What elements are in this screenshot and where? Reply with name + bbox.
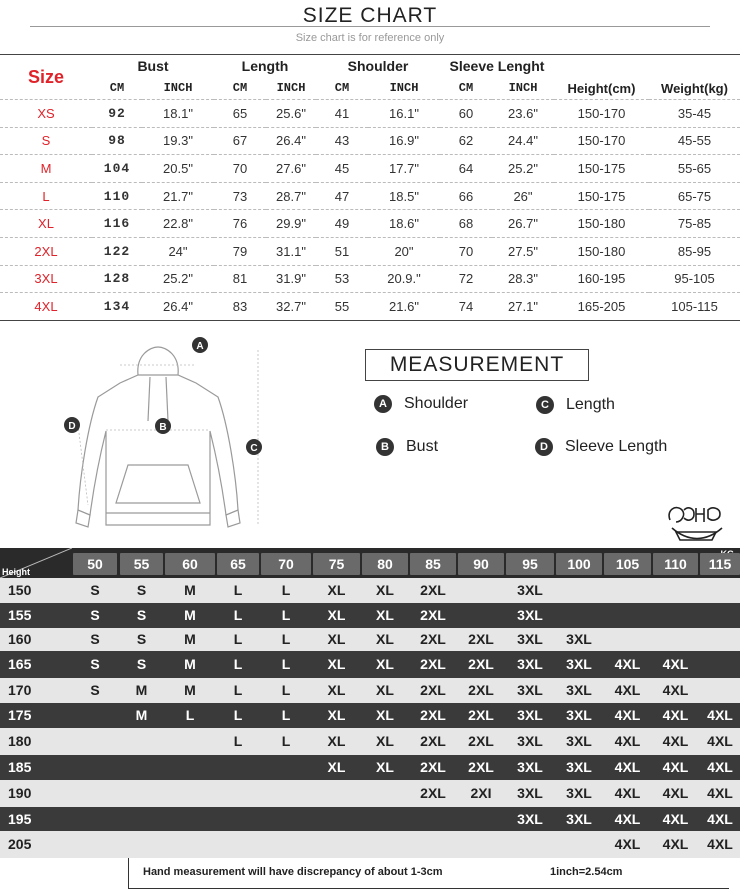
size-recommendation-cell: L: [281, 656, 291, 672]
size-recommendation-cell: 3XL: [566, 759, 592, 775]
size-recommendation-cell: L: [233, 707, 243, 723]
size-recommendation-cell: L: [233, 733, 243, 749]
size-recommendation-cell: 4XL: [614, 785, 641, 801]
size-value-cell: 45: [316, 155, 368, 183]
size-row: [0, 293, 740, 321]
size-recommendation-cell: XL: [327, 582, 346, 598]
size-value-cell: 65: [214, 100, 266, 128]
size-value-cell: 73: [214, 182, 266, 210]
size-value-cell: 29.9": [266, 210, 316, 238]
legend-sleeve-length: [535, 438, 667, 456]
size-value-cell: 25.2": [142, 265, 214, 293]
marker-c-icon: C: [536, 396, 554, 414]
size-value-cell: 21.6": [368, 293, 440, 321]
size-recommendation-cell: 2XL: [420, 785, 446, 801]
size-recommendation-cell: 2XL: [420, 707, 446, 723]
size-recommendation-cell: M: [184, 631, 196, 647]
size-cell: M: [0, 155, 92, 183]
weight-header-cell: 50: [73, 553, 117, 575]
size-recommendation-cell: XL: [327, 607, 346, 623]
size-recommendation-cell: L: [185, 707, 195, 723]
size-recommendation-cell: 4XL: [614, 707, 641, 723]
size-value-cell: 25.6": [266, 100, 316, 128]
weight-header-cell: 80: [362, 553, 408, 575]
size-recommendation-cell: XL: [327, 656, 346, 672]
size-recommendation-cell: 3XL: [517, 811, 543, 827]
size-recommendation-cell: XL: [376, 631, 394, 647]
size-recommendation-cell: XL: [327, 631, 346, 647]
title-divider: [30, 26, 710, 27]
size-value-cell: 35-45: [649, 100, 740, 128]
size-value-cell: 165-205: [554, 293, 649, 321]
size-recommendation-cell: S: [136, 607, 147, 623]
size-recommendation-cell: 3XL: [517, 733, 543, 749]
size-recommendation-cell: 4XL: [614, 836, 641, 852]
size-value-cell: 150-180: [554, 237, 649, 265]
size-value-cell: 26.7": [492, 210, 554, 238]
grid-header-row: [0, 548, 740, 578]
size-recommendation-cell: 3XL: [517, 759, 543, 775]
size-recommendation-cell: 2XL: [468, 707, 494, 723]
size-value-cell: 49: [316, 210, 368, 238]
size-value-cell: 17.7": [368, 155, 440, 183]
size-value-cell: 76: [214, 210, 266, 238]
svg-text:B: B: [159, 422, 167, 433]
size-recommendation-cell: 3XL: [517, 785, 543, 801]
size-value-cell: 26.4": [142, 293, 214, 321]
size-value-cell: 16.9": [368, 127, 440, 155]
height-cell: 190: [8, 785, 32, 801]
grid-row: [0, 603, 740, 628]
size-recommendation-cell: M: [135, 682, 148, 698]
size-value-cell: 31.1": [266, 237, 316, 265]
size-recommendation-cell: 4XL: [707, 836, 733, 852]
size-recommendation-cell: XL: [376, 607, 394, 623]
size-recommendation-cell: 2XL: [420, 631, 446, 647]
grid-row: [0, 628, 740, 651]
size-value-cell: 19.3": [142, 127, 214, 155]
size-recommendation-cell: 2XL: [420, 582, 446, 598]
size-value-cell: 70: [214, 155, 266, 183]
size-recommendation-cell: 2XL: [468, 656, 494, 672]
size-recommendation-cell: XL: [327, 682, 346, 698]
size-recommendation-cell: 4XL: [662, 785, 689, 801]
size-recommendation-cell: 2XL: [420, 733, 446, 749]
grid-row: [0, 755, 740, 780]
marker-d-icon: [64, 417, 80, 433]
size-recommendation-cell: 2XL: [420, 656, 446, 672]
height-cell: 195: [8, 811, 32, 827]
size-value-cell: 28.7": [266, 182, 316, 210]
height-header: Height(cm): [567, 80, 636, 96]
size-value-cell: 66: [440, 182, 492, 210]
size-value-cell: 24": [142, 237, 214, 265]
grid-row: [0, 651, 740, 678]
weight-header-cell: 90: [458, 553, 504, 575]
legend-label: Sleeve Length: [565, 438, 668, 455]
size-recommendation-cell: 4XL: [707, 707, 733, 723]
unit-conversion: 1inch=2.54cm: [550, 866, 623, 878]
size-recommendation-cell: L: [281, 733, 291, 749]
size-recommendation-cell: M: [184, 582, 196, 598]
unit-header: CM: [458, 81, 474, 95]
size-row: [0, 127, 740, 155]
size-recommendation-cell: 4XL: [662, 656, 689, 672]
size-recommendation-cell: 4XL: [707, 785, 733, 801]
size-recommendation-cell: M: [135, 707, 148, 723]
grid-row: [0, 780, 740, 807]
size-table: [0, 54, 740, 321]
height-cell: 175: [8, 707, 32, 723]
size-recommendation-cell: 4XL: [707, 811, 733, 827]
size-recommendation-cell: L: [281, 607, 291, 623]
size-cell: 4XL: [0, 293, 92, 321]
size-recommendation-cell: 4XL: [662, 682, 689, 698]
unit-header: INCH: [508, 81, 538, 95]
size-row: [0, 182, 740, 210]
size-value-cell: 104: [92, 155, 142, 183]
size-recommendation-cell: 2XL: [468, 759, 494, 775]
size-value-cell: 18.6": [368, 210, 440, 238]
measurement-disclaimer: Hand measurement will have discrepancy of about 1-3cm: [143, 866, 443, 878]
size-recommendation-cell: L: [281, 707, 291, 723]
marker-b-icon: [155, 418, 171, 434]
size-value-cell: 26": [492, 182, 554, 210]
size-recommendation-cell: 4XL: [614, 733, 641, 749]
size-value-cell: 24.4": [492, 127, 554, 155]
brand-logo-icon: [660, 498, 730, 548]
page-subtitle: Size chart is for reference only: [295, 32, 445, 44]
size-value-cell: 68: [440, 210, 492, 238]
size-cell: XS: [0, 100, 92, 128]
size-recommendation-cell: L: [233, 582, 243, 598]
size-value-cell: 64: [440, 155, 492, 183]
size-value-cell: 21.7": [142, 182, 214, 210]
size-value-cell: 128: [92, 265, 142, 293]
size-row: [0, 100, 740, 128]
size-value-cell: 92: [92, 100, 142, 128]
height-cell: 170: [8, 682, 32, 698]
size-value-cell: 85-95: [649, 237, 740, 265]
unit-header: INCH: [163, 81, 193, 95]
size-value-cell: 105-115: [649, 293, 740, 321]
weight-header-cell: 110: [653, 553, 698, 575]
unit-header: INCH: [276, 81, 306, 95]
size-value-cell: 47: [316, 182, 368, 210]
size-value-cell: 116: [92, 210, 142, 238]
size-recommendation-cell: 4XL: [662, 811, 689, 827]
size-value-cell: 18.1": [142, 100, 214, 128]
size-recommendation-cell: 4XL: [614, 656, 641, 672]
size-value-cell: 41: [316, 100, 368, 128]
size-recommendation-cell: 3XL: [517, 607, 543, 623]
svg-text:A: A: [196, 341, 204, 352]
size-recommendation-cell: 3XL: [566, 785, 592, 801]
size-recommendation-cell: 3XL: [566, 733, 592, 749]
size-recommendation-cell: 2XL: [468, 682, 494, 698]
size-value-cell: 27.5": [492, 237, 554, 265]
weight-header-cell: 115: [700, 553, 740, 575]
size-recommendation-cell: XL: [327, 759, 346, 775]
size-value-cell: 62: [440, 127, 492, 155]
size-value-cell: 98: [92, 127, 142, 155]
size-value-cell: 16.1": [368, 100, 440, 128]
size-recommendation-cell: L: [233, 656, 243, 672]
unit-header: CM: [109, 81, 125, 95]
size-row: [0, 210, 740, 238]
size-value-cell: 43: [316, 127, 368, 155]
legend-label: Length: [566, 396, 615, 413]
height-cell: 160: [8, 631, 32, 647]
size-recommendation-cell: XL: [376, 582, 394, 598]
weight-header-cell: 65: [217, 553, 259, 575]
size-recommendation-cell: 3XL: [517, 656, 543, 672]
size-value-cell: 60: [440, 100, 492, 128]
height-cell: 150: [8, 582, 32, 598]
size-recommendation-cell: 2XL: [468, 631, 494, 647]
size-recommendation-cell: 2XL: [468, 733, 494, 749]
size-value-cell: 72: [440, 265, 492, 293]
footer-note-box: [128, 858, 729, 889]
size-row: [0, 265, 740, 293]
size-recommendation-cell: 4XL: [662, 759, 689, 775]
size-recommendation-cell: L: [281, 582, 291, 598]
size-recommendation-cell: 4XL: [662, 733, 689, 749]
size-row: [0, 155, 740, 183]
marker-d-icon: D: [535, 438, 553, 456]
size-value-cell: 27.6": [266, 155, 316, 183]
weight-header-cell: 100: [556, 553, 602, 575]
size-recommendation-cell: 2XL: [420, 759, 446, 775]
size-recommendation-cell: S: [136, 582, 147, 598]
size-recommendation-cell: S: [90, 607, 100, 623]
group-header: Bust: [92, 55, 214, 78]
size-value-cell: 31.9": [266, 265, 316, 293]
legend-length: [536, 396, 615, 414]
size-value-cell: 26.4": [266, 127, 316, 155]
size-value-cell: 95-105: [649, 265, 740, 293]
size-value-cell: 150-170: [554, 100, 649, 128]
size-recommendation-cell: XL: [376, 682, 394, 698]
size-value-cell: 83: [214, 293, 266, 321]
size-recommendation-cell: S: [90, 582, 100, 598]
size-value-cell: 110: [92, 182, 142, 210]
legend-label: Shoulder: [404, 395, 469, 412]
size-recommendation-cell: XL: [327, 733, 346, 749]
unit-header: INCH: [389, 81, 419, 95]
svg-text:D: D: [68, 421, 76, 432]
weight-header-cell: 85: [410, 553, 456, 575]
size-recommendation-cell: S: [90, 631, 100, 647]
size-recommendation-cell: M: [184, 607, 196, 623]
unit-header: CM: [232, 81, 248, 95]
size-value-cell: 53: [316, 265, 368, 293]
size-recommendation-cell: 4XL: [707, 733, 733, 749]
size-value-cell: 122: [92, 237, 142, 265]
marker-c-icon: [246, 439, 262, 455]
size-recommendation-cell: 3XL: [566, 707, 592, 723]
height-cell: 165: [8, 656, 32, 672]
size-value-cell: 79: [214, 237, 266, 265]
size-recommendation-cell: 4XL: [614, 682, 641, 698]
grid-row: [0, 807, 740, 831]
weight-header: Weight(kg): [661, 80, 728, 96]
legend-bust: [376, 438, 438, 456]
size-cell: 3XL: [0, 265, 92, 293]
size-recommendation-cell: XL: [327, 707, 346, 723]
grid-row: [0, 831, 740, 858]
size-value-cell: 27.1": [492, 293, 554, 321]
size-column-header: Size: [0, 55, 92, 100]
size-recommendation-cell: L: [233, 607, 243, 623]
weight-header-cell: 70: [261, 553, 311, 575]
size-recommendation-cell: 3XL: [566, 811, 592, 827]
size-recommendation-cell: S: [136, 656, 147, 672]
svg-text:C: C: [250, 443, 258, 454]
size-value-cell: 150-170: [554, 127, 649, 155]
size-value-cell: 45-55: [649, 127, 740, 155]
size-value-cell: 150-175: [554, 155, 649, 183]
size-recommendation-cell: 3XL: [517, 582, 543, 598]
marker-b-icon: B: [376, 438, 394, 456]
grid-row: [0, 678, 740, 703]
size-recommendation-cell: XL: [376, 759, 394, 775]
group-header: Length: [214, 55, 316, 78]
size-value-cell: 65-75: [649, 182, 740, 210]
size-value-cell: 51: [316, 237, 368, 265]
marker-a-icon: A: [374, 395, 392, 413]
legend-label: Bust: [406, 438, 439, 455]
size-recommendation-cell: L: [233, 682, 243, 698]
height-cell: 185: [8, 759, 32, 775]
size-recommendation-cell: 3XL: [566, 631, 592, 647]
size-recommendation-cell: S: [90, 682, 100, 698]
size-value-cell: 22.8": [142, 210, 214, 238]
weight-header-cell: 75: [313, 553, 360, 575]
unit-header: CM: [334, 81, 350, 95]
weight-header-cell: 95: [506, 553, 554, 575]
header: [0, 0, 740, 52]
size-recommendation-cell: 3XL: [566, 656, 592, 672]
size-value-cell: 150-175: [554, 182, 649, 210]
size-value-cell: 55: [316, 293, 368, 321]
measurement-title: MEASUREMENT: [365, 349, 589, 381]
size-value-cell: 81: [214, 265, 266, 293]
size-recommendation-cell: 4XL: [662, 707, 689, 723]
height-cell: 155: [8, 607, 32, 623]
size-recommendation-cell: L: [281, 631, 291, 647]
weight-header-cell: 55: [120, 553, 163, 575]
size-recommendation-cell: M: [184, 656, 196, 672]
height-label: Height: [2, 567, 30, 577]
size-value-cell: 160-195: [554, 265, 649, 293]
legend-shoulder: [374, 395, 468, 413]
size-cell: S: [0, 127, 92, 155]
group-header: Sleeve Lenght: [440, 55, 554, 78]
page-title: SIZE CHART: [302, 4, 438, 27]
size-cell: XL: [0, 210, 92, 238]
size-value-cell: 20": [368, 237, 440, 265]
size-value-cell: 28.3": [492, 265, 554, 293]
size-recommendation-cell: 2XI: [470, 785, 492, 801]
size-recommendation-cell: 4XL: [614, 759, 641, 775]
size-value-cell: 20.9.": [368, 265, 440, 293]
size-value-cell: 67: [214, 127, 266, 155]
size-cell: L: [0, 182, 92, 210]
grid-row: [0, 578, 740, 603]
height-cell: 205: [8, 836, 32, 852]
size-recommendation-cell: L: [281, 682, 291, 698]
weight-header-cell: 105: [604, 553, 651, 575]
size-recommendation-cell: S: [90, 656, 100, 672]
size-recommendation-cell: 3XL: [517, 682, 543, 698]
height-cell: 180: [8, 733, 32, 749]
size-row: [0, 237, 740, 265]
size-cell: 2XL: [0, 237, 92, 265]
size-recommendation-cell: 2XL: [420, 682, 446, 698]
marker-a-icon: [192, 337, 208, 353]
size-value-cell: 74: [440, 293, 492, 321]
size-recommendation-cell: 4XL: [662, 836, 689, 852]
size-value-cell: 70: [440, 237, 492, 265]
size-value-cell: 20.5": [142, 155, 214, 183]
size-value-cell: 55-65: [649, 155, 740, 183]
weight-header-cell: 60: [165, 553, 215, 575]
size-value-cell: 150-180: [554, 210, 649, 238]
size-value-cell: 75-85: [649, 210, 740, 238]
size-value-cell: 32.7": [266, 293, 316, 321]
size-value-cell: 23.6": [492, 100, 554, 128]
size-recommendation-cell: XL: [376, 733, 394, 749]
size-recommendation-cell: XL: [376, 656, 394, 672]
size-recommendation-cell: S: [136, 631, 147, 647]
size-recommendation-cell: L: [233, 631, 243, 647]
size-recommendation-cell: XL: [376, 707, 394, 723]
size-recommendation-cell: 3XL: [517, 631, 543, 647]
size-recommendation-cell: 3XL: [566, 682, 592, 698]
size-recommendation-cell: M: [184, 682, 196, 698]
grid-row: [0, 703, 740, 728]
size-recommendation-cell: 4XL: [707, 759, 733, 775]
hoodie-diagram: [58, 335, 278, 540]
size-value-cell: 18.5": [368, 182, 440, 210]
size-recommendation-cell: 4XL: [614, 811, 641, 827]
size-recommendation-cell: 2XL: [420, 607, 446, 623]
group-header: Shoulder: [316, 55, 440, 78]
size-value-cell: 25.2": [492, 155, 554, 183]
size-recommendation-cell: 3XL: [517, 707, 543, 723]
size-value-cell: 134: [92, 293, 142, 321]
grid-row: [0, 728, 740, 755]
